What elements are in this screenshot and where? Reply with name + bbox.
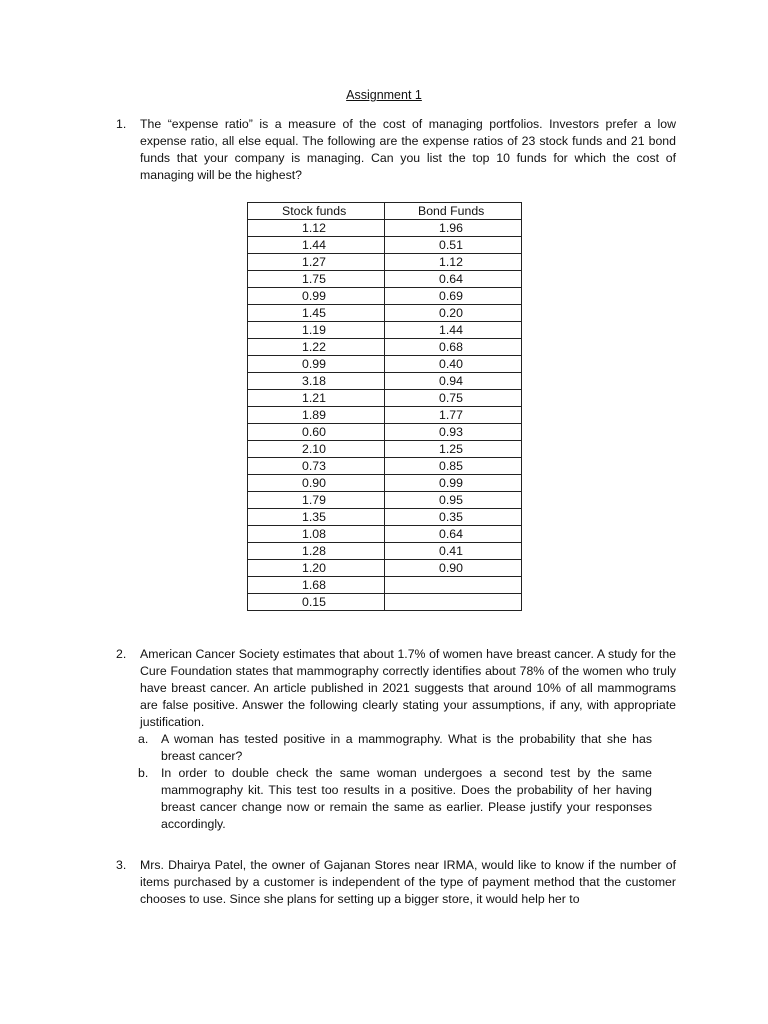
bond-fund-cell: 0.35 <box>385 509 522 526</box>
stock-fund-cell: 1.35 <box>248 509 385 526</box>
question-2 <box>116 646 676 833</box>
stock-fund-cell: 1.75 <box>248 271 385 288</box>
table-row <box>248 543 522 560</box>
table-row <box>248 356 522 373</box>
bond-fund-cell: 0.93 <box>385 424 522 441</box>
bond-fund-cell: 0.20 <box>385 305 522 322</box>
table-row <box>248 577 522 594</box>
stock-fund-cell: 1.20 <box>248 560 385 577</box>
stock-fund-cell: 1.45 <box>248 305 385 322</box>
stock-fund-cell: 3.18 <box>248 373 385 390</box>
bond-fund-cell <box>385 577 522 594</box>
table-row <box>248 339 522 356</box>
bond-fund-cell: 0.75 <box>385 390 522 407</box>
stock-fund-cell: 0.73 <box>248 458 385 475</box>
bond-fund-cell: 0.90 <box>385 560 522 577</box>
bond-fund-cell: 1.77 <box>385 407 522 424</box>
table-row <box>248 594 522 611</box>
table-row <box>248 288 522 305</box>
table-row <box>248 560 522 577</box>
table-row <box>248 526 522 543</box>
bond-fund-cell <box>385 594 522 611</box>
table-row <box>248 305 522 322</box>
question-2-number: 2. <box>116 647 127 661</box>
table-row <box>248 373 522 390</box>
bond-fund-cell: 0.85 <box>385 458 522 475</box>
header-stock-funds: Stock funds <box>248 203 385 220</box>
question-3-text: Mrs. Dhairya Patel, the owner of Gajanan Stores near IRMA, would like to know if the number of items purchased by a customer is independent of the type of payment method that the customer chooses to use. Since she plans for setting up a bigger store, it would help her to <box>140 858 676 906</box>
stock-fund-cell: 1.79 <box>248 492 385 509</box>
table-row <box>248 509 522 526</box>
stock-fund-cell: 1.27 <box>248 254 385 271</box>
stock-fund-cell: 1.19 <box>248 322 385 339</box>
bond-fund-cell: 0.51 <box>385 237 522 254</box>
table-row <box>248 220 522 237</box>
question-3-number: 3. <box>116 858 127 872</box>
bond-fund-cell: 0.95 <box>385 492 522 509</box>
table-row <box>248 424 522 441</box>
table-row <box>248 322 522 339</box>
table-row <box>248 237 522 254</box>
question-2a <box>138 731 652 765</box>
bond-fund-cell: 0.64 <box>385 271 522 288</box>
question-3 <box>116 857 676 908</box>
bond-fund-cell: 0.94 <box>385 373 522 390</box>
table-row <box>248 441 522 458</box>
stock-fund-cell: 1.22 <box>248 339 385 356</box>
question-2b-text: In order to double check the same woman undergoes a second test by the same mammography kit. This test too results in a positive. Does the probability of her having breast cancer change now or remain the same as earlier. Please justify your responses accordingly. <box>161 766 652 831</box>
stock-fund-cell: 1.28 <box>248 543 385 560</box>
stock-fund-cell: 2.10 <box>248 441 385 458</box>
question-1-text: The “expense ratio” is a measure of the cost of managing portfolios. Investors prefer a low expense ratio, all else equal. The following are the expense ratios of 23 stock funds and 21 bond funds that your company is managing. Can you list the top 10 funds for which the cost of managing will be the highest? <box>140 117 676 182</box>
stock-fund-cell: 0.99 <box>248 288 385 305</box>
bond-fund-cell: 0.99 <box>385 475 522 492</box>
stock-fund-cell: 1.21 <box>248 390 385 407</box>
table-row <box>248 492 522 509</box>
page-title: Assignment 1 <box>346 88 422 102</box>
expense-ratio-table <box>247 202 522 611</box>
bond-fund-cell: 0.68 <box>385 339 522 356</box>
bond-fund-cell: 0.40 <box>385 356 522 373</box>
stock-fund-cell: 1.68 <box>248 577 385 594</box>
table-row <box>248 390 522 407</box>
bond-fund-cell: 1.25 <box>385 441 522 458</box>
stock-fund-cell: 1.89 <box>248 407 385 424</box>
question-1 <box>116 116 676 184</box>
question-1-number: 1. <box>116 117 127 131</box>
question-2-text: American Cancer Society estimates that about 1.7% of women have breast cancer. A study for the Cure Foundation states that mammography correctly identifies about 78% of the women who truly have breast cancer. An article published in 2021 suggests that around 10% of all mammograms are false positive. Answer the following clearly stating your assumptions, if any, with appropriate justification. <box>140 647 676 729</box>
question-2a-label: a. <box>138 732 149 746</box>
table-body <box>248 220 522 611</box>
table-row <box>248 458 522 475</box>
stock-fund-cell: 1.12 <box>248 220 385 237</box>
table-row <box>248 407 522 424</box>
header-bond-funds: Bond Funds <box>385 203 522 220</box>
bond-fund-cell: 0.69 <box>385 288 522 305</box>
table-row <box>248 271 522 288</box>
question-2a-text: A woman has tested positive in a mammography. What is the probability that she has breast cancer? <box>161 732 652 763</box>
stock-fund-cell: 1.44 <box>248 237 385 254</box>
bond-fund-cell: 0.41 <box>385 543 522 560</box>
question-2b <box>138 765 652 833</box>
bond-fund-cell: 1.96 <box>385 220 522 237</box>
stock-fund-cell: 0.15 <box>248 594 385 611</box>
stock-fund-cell: 0.90 <box>248 475 385 492</box>
table-row <box>248 254 522 271</box>
question-2b-label: b. <box>138 766 149 780</box>
table-header-row <box>248 203 522 220</box>
stock-fund-cell: 1.08 <box>248 526 385 543</box>
bond-fund-cell: 0.64 <box>385 526 522 543</box>
stock-fund-cell: 0.60 <box>248 424 385 441</box>
stock-fund-cell: 0.99 <box>248 356 385 373</box>
bond-fund-cell: 1.12 <box>385 254 522 271</box>
bond-fund-cell: 1.44 <box>385 322 522 339</box>
table-row <box>248 475 522 492</box>
